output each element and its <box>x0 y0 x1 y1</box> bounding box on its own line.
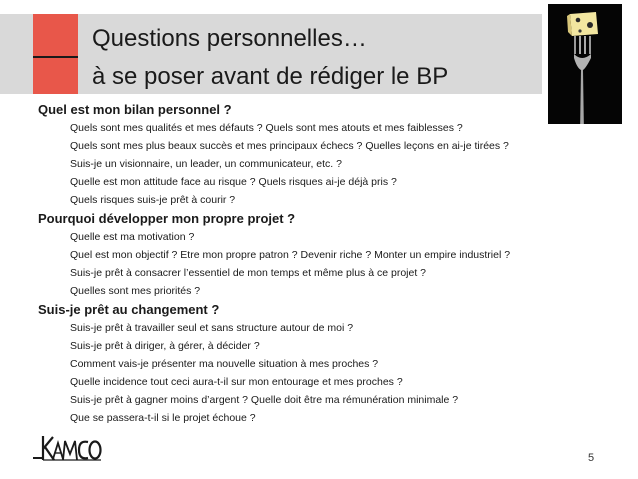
accent-block <box>33 14 78 94</box>
section-heading: Pourquoi développer mon propre projet ? <box>38 211 296 226</box>
list-item: Suis-je prêt à consacrer l’essentiel de mon temps et même plus à ce projet ? <box>70 267 427 279</box>
section-heading: Quel est mon bilan personnel ? <box>38 102 232 117</box>
list-item: Quelle est ma motivation ? <box>70 231 195 243</box>
section-heading: Suis-je prêt au changement ? <box>38 302 220 317</box>
list-item: Suis-je prêt à travailler seul et sans structure autour de moi ? <box>70 322 354 334</box>
list-item: Quels sont mes plus beaux succès et mes principaux échecs ? Quelles leçons en ai-je tirées ? <box>70 140 509 152</box>
list-item: Quelles sont mes priorités ? <box>70 285 201 297</box>
list-item: Comment vais-je présenter ma nouvelle situation à mes proches ? <box>70 358 379 370</box>
list-item: Quel est mon objectif ? Etre mon propre patron ? Devenir riche ? Monter un empire industriel ? <box>70 249 511 261</box>
page-number: 5 <box>588 452 595 464</box>
list-item: Quels risques suis-je prêt à courir ? <box>70 194 236 206</box>
list-item: Suis-je prêt à diriger, à gérer, à décider ? <box>70 340 260 352</box>
question-list <box>38 100 628 427</box>
kamco-logo <box>33 432 103 468</box>
list-item: Suis-je un visionnaire, un leader, un communicateur, etc. ? <box>70 158 342 170</box>
list-item: Quels sont mes qualités et mes défauts ? Quels sont mes atouts et mes faiblesses ? <box>70 122 463 134</box>
list-item: Que se passera-t-il si le projet échoue ? <box>70 412 256 424</box>
slide-title: Questions personnelles… <box>92 25 367 52</box>
accent-line <box>33 56 78 58</box>
slide-subtitle: à se poser avant de rédiger le BP <box>92 63 449 90</box>
list-item: Suis-je prêt à gagner moins d’argent ? Quelle doit être ma rémunération minimale ? <box>70 394 459 406</box>
list-item: Quelle est mon attitude face au risque ? Quels risques ai-je déjà pris ? <box>70 176 397 188</box>
list-item: Quelle incidence tout ceci aura-t-il sur mon entourage et mes proches ? <box>70 376 403 388</box>
